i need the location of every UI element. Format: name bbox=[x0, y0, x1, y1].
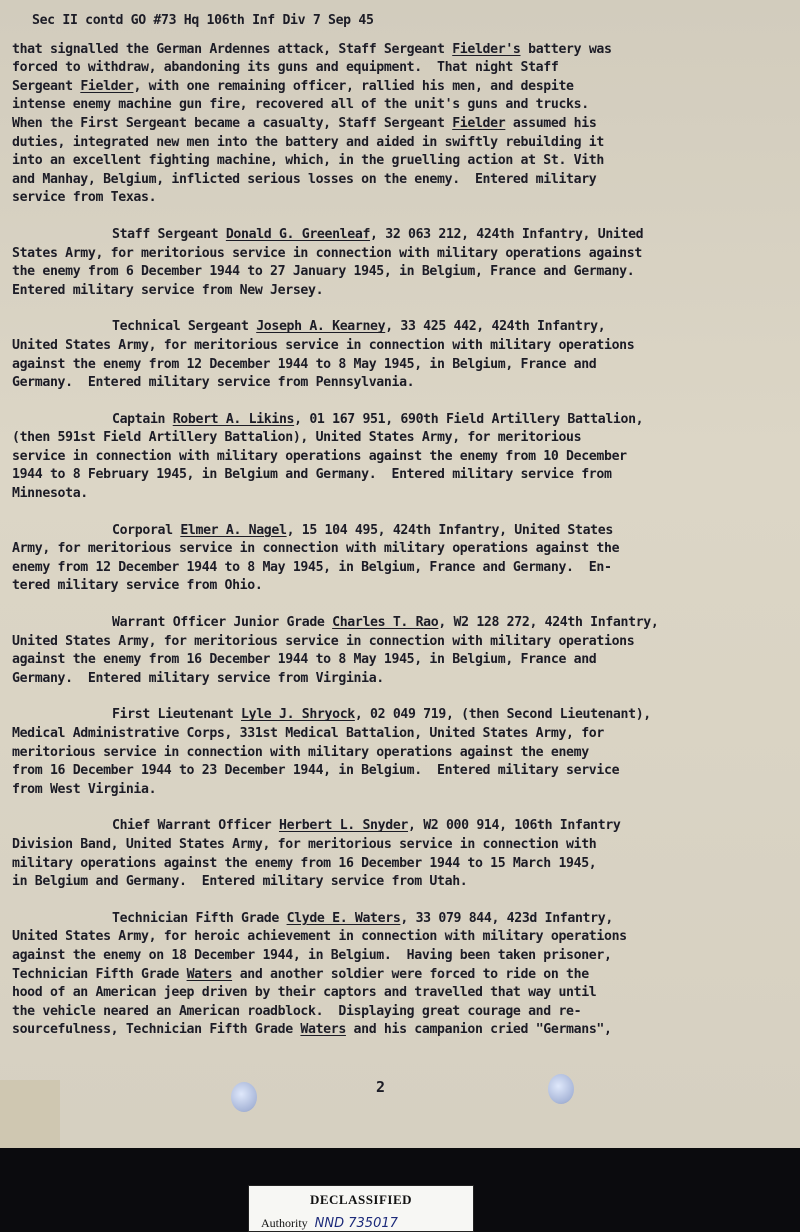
paragraph bbox=[12, 706, 782, 799]
text-line bbox=[12, 836, 782, 855]
text-line bbox=[12, 762, 782, 781]
text-segment: Division Band, United States Army, for meritorious service in connection with bbox=[12, 836, 597, 852]
text-line bbox=[12, 966, 782, 985]
text-line bbox=[12, 633, 782, 652]
underlined-name: Fielder bbox=[80, 78, 134, 94]
text-line bbox=[12, 134, 782, 153]
text-segment: intense enemy machine gun fire, recovered all of the unit's guns and trucks. bbox=[12, 97, 589, 113]
text-segment: (then 591st Field Artillery Battalion), United States Army, for meritorious bbox=[12, 430, 582, 446]
text-segment: First Lieutenant bbox=[112, 707, 242, 723]
text-segment: Technician Fifth Grade bbox=[112, 910, 287, 926]
paragraph bbox=[12, 41, 782, 208]
text-segment: assumed his bbox=[505, 115, 597, 131]
text-segment: and his campanion cried "Germans", bbox=[345, 1022, 612, 1038]
paragraph bbox=[12, 411, 782, 504]
text-line bbox=[12, 1021, 782, 1040]
text-segment: service in connection with military operations against the enemy from 10 December bbox=[12, 448, 627, 464]
text-segment: , W2 128 272, 424th Infantry, bbox=[438, 615, 659, 631]
text-line bbox=[12, 282, 782, 301]
underlined-name: Waters bbox=[186, 966, 233, 982]
text-line bbox=[12, 559, 782, 578]
text-line bbox=[12, 725, 782, 744]
text-segment: against the enemy from 16 December 1944 to 8 May 1945, in Belgium, France and bbox=[12, 652, 597, 668]
text-segment: Germany. Entered military service from Virginia. bbox=[12, 670, 384, 686]
underlined-name: Herbert L. Snyder bbox=[278, 818, 409, 834]
text-segment: , 15 104 495, 424th Infantry, United States bbox=[286, 522, 613, 538]
text-segment: , 33 425 442, 424th Infantry, bbox=[385, 319, 606, 335]
text-segment: United States Army, for meritorious service in connection with military operations bbox=[12, 337, 635, 353]
text-segment: , with one remaining officer, rallied his men, and despite bbox=[133, 78, 574, 94]
text-segment: Medical Administrative Corps, 331st Medical Battalion, United States Army, for bbox=[12, 726, 604, 741]
text-segment: Entered military service from New Jersey. bbox=[12, 282, 324, 298]
text-line bbox=[12, 744, 782, 763]
text-segment: military operations against the enemy from 16 December 1944 to 15 March 1945, bbox=[12, 855, 597, 871]
text-line bbox=[12, 984, 782, 1003]
text-segment: forced to withdraw, abandoning its guns and equipment. That night Staff bbox=[12, 60, 559, 76]
paragraph bbox=[12, 910, 782, 1040]
text-segment: hood of an American jeep driven by their captors and travelled that way until bbox=[12, 985, 597, 1001]
text-segment: Germany. Entered military service from Pennsylvania. bbox=[12, 375, 415, 391]
text-line bbox=[12, 448, 782, 467]
text-line bbox=[12, 781, 782, 800]
text-segment: Minnesota. bbox=[12, 486, 88, 502]
text-line bbox=[12, 41, 782, 60]
text-segment: sourcefulness, Technician Fifth Grade bbox=[12, 1022, 301, 1038]
stamp-title: DECLASSIFIED bbox=[309, 1192, 413, 1207]
page-number: 2 bbox=[376, 1078, 386, 1096]
text-line bbox=[12, 96, 782, 115]
text-segment: and another soldier were forced to ride on the bbox=[232, 966, 589, 982]
text-segment: against the enemy on 18 December 1944, in Belgium. Having been taken prisoner, bbox=[12, 947, 612, 963]
text-segment: Sergeant bbox=[12, 78, 81, 94]
text-line bbox=[12, 947, 782, 966]
text-segment: , 32 063 212, 424th Infantry, United bbox=[370, 226, 644, 242]
text-line bbox=[12, 152, 782, 171]
text-line bbox=[12, 356, 782, 375]
text-segment: , 02 049 719, (then Second Lieutenant), bbox=[354, 707, 651, 723]
text-segment: meritorious service in connection with military operations against the enemy bbox=[12, 744, 589, 760]
text-segment: service from Texas. bbox=[12, 190, 157, 206]
text-segment: United States Army, for meritorious service in connection with military operations bbox=[12, 633, 635, 649]
underlined-name: Fielder bbox=[452, 115, 506, 131]
text-line bbox=[12, 318, 782, 337]
text-segment: from West Virginia. bbox=[12, 781, 157, 797]
paragraph-list bbox=[12, 41, 782, 1040]
text-line bbox=[12, 614, 782, 633]
text-segment: enemy from 12 December 1944 to 8 May 1945, in Belgium, France and Germany. En- bbox=[12, 559, 612, 575]
text-segment: into an excellent fighting machine, which, in the gruelling action at St. Vith bbox=[12, 153, 604, 169]
text-line bbox=[12, 59, 782, 78]
underlined-name: Robert A. Likins bbox=[172, 411, 295, 427]
text-line bbox=[12, 429, 782, 448]
text-segment: that signalled the German Ardennes attack, Staff Sergeant bbox=[12, 41, 453, 57]
text-line bbox=[12, 115, 782, 134]
text-line bbox=[12, 522, 782, 541]
text-line bbox=[12, 1003, 782, 1022]
text-line bbox=[12, 485, 782, 504]
declassified-stamp bbox=[248, 1185, 474, 1232]
text-segment: When the First Sergeant became a casualty, Staff Sergeant bbox=[12, 115, 453, 131]
text-segment: Warrant Officer Junior Grade bbox=[112, 615, 333, 631]
text-segment: Captain bbox=[112, 411, 173, 427]
punch-hole bbox=[548, 1074, 574, 1104]
text-segment: the vehicle neared an American roadblock. Displaying great courage and re- bbox=[12, 1003, 582, 1019]
text-line bbox=[12, 910, 782, 929]
paragraph bbox=[12, 226, 782, 300]
paragraph bbox=[12, 817, 782, 891]
text-segment: Chief Warrant Officer bbox=[112, 818, 279, 834]
text-line bbox=[12, 873, 782, 892]
text-segment: , W2 000 914, 106th Infantry bbox=[408, 818, 621, 834]
underlined-name: Joseph A. Kearney bbox=[256, 319, 386, 335]
underlined-name: Donald G. Greenleaf bbox=[225, 226, 371, 242]
text-segment: , 33 079 844, 423d Infantry, bbox=[400, 910, 613, 926]
text-line bbox=[12, 928, 782, 947]
stamp-authority-value: NND 735017 bbox=[314, 1216, 398, 1231]
document-header: Sec II contd GO #73 Hq 106th Inf Div 7 Sep 45 bbox=[32, 13, 374, 28]
text-line bbox=[12, 189, 782, 208]
text-segment: Staff Sergeant bbox=[112, 226, 226, 242]
text-segment: against the enemy from 12 December 1944 to 8 May 1945, in Belgium, France and bbox=[12, 356, 597, 372]
text-segment: States Army, for meritorious service in connection with military operations against bbox=[12, 245, 642, 261]
underlined-name: Clyde E. Waters bbox=[286, 910, 401, 926]
text-line bbox=[12, 263, 782, 282]
underlined-name: Lyle J. Shryock bbox=[241, 707, 355, 723]
underlined-name: Waters bbox=[300, 1022, 346, 1038]
text-segment: battery was bbox=[520, 41, 612, 57]
text-line bbox=[12, 374, 782, 393]
text-line bbox=[12, 651, 782, 670]
text-line bbox=[12, 411, 782, 430]
text-segment: 1944 to 8 February 1945, in Belgium and Germany. Entered military service from bbox=[12, 467, 612, 483]
text-segment: , 01 167 951, 690th Field Artillery Battalion, bbox=[294, 411, 644, 427]
stamp-authority-label: Authority bbox=[261, 1216, 308, 1230]
text-line bbox=[12, 855, 782, 874]
text-segment: in Belgium and Germany. Entered military service from Utah. bbox=[12, 874, 468, 890]
text-line bbox=[12, 226, 782, 245]
punch-hole bbox=[231, 1082, 257, 1112]
text-line bbox=[12, 706, 782, 725]
paragraph bbox=[12, 522, 782, 596]
paragraph bbox=[12, 318, 782, 392]
text-line bbox=[12, 337, 782, 356]
underlined-name: Charles T. Rao bbox=[332, 615, 439, 631]
text-line bbox=[12, 78, 782, 97]
stamp-authority bbox=[261, 1216, 398, 1231]
text-line bbox=[12, 670, 782, 689]
text-segment: duties, integrated new men into the battery and aided in swiftly rebuilding it bbox=[12, 134, 604, 150]
text-segment: tered military service from Ohio. bbox=[12, 578, 263, 594]
text-line bbox=[12, 817, 782, 836]
text-line bbox=[12, 245, 782, 264]
text-line bbox=[12, 577, 782, 596]
paragraph bbox=[12, 614, 782, 688]
underlined-name: Elmer A. Nagel bbox=[180, 522, 287, 538]
underlined-name: Fielder's bbox=[452, 41, 521, 57]
text-line bbox=[12, 171, 782, 190]
text-segment: the enemy from 6 December 1944 to 27 January 1945, in Belgium, France and Germany. bbox=[12, 264, 635, 280]
text-segment: and Manhay, Belgium, inflicted serious losses on the enemy. Entered military bbox=[12, 171, 597, 187]
text-segment: Army, for meritorious service in connection with military operations against the bbox=[12, 541, 620, 557]
text-line bbox=[12, 540, 782, 559]
text-segment: Technician Fifth Grade bbox=[12, 966, 187, 982]
document-body bbox=[12, 12, 782, 1058]
text-segment: from 16 December 1944 to 23 December 1944, in Belgium. Entered military service bbox=[12, 763, 620, 779]
text-segment: Technical Sergeant bbox=[112, 319, 257, 335]
text-line bbox=[12, 466, 782, 485]
text-segment: Corporal bbox=[112, 522, 181, 538]
text-segment: United States Army, for heroic achievement in connection with military operations bbox=[12, 929, 627, 945]
